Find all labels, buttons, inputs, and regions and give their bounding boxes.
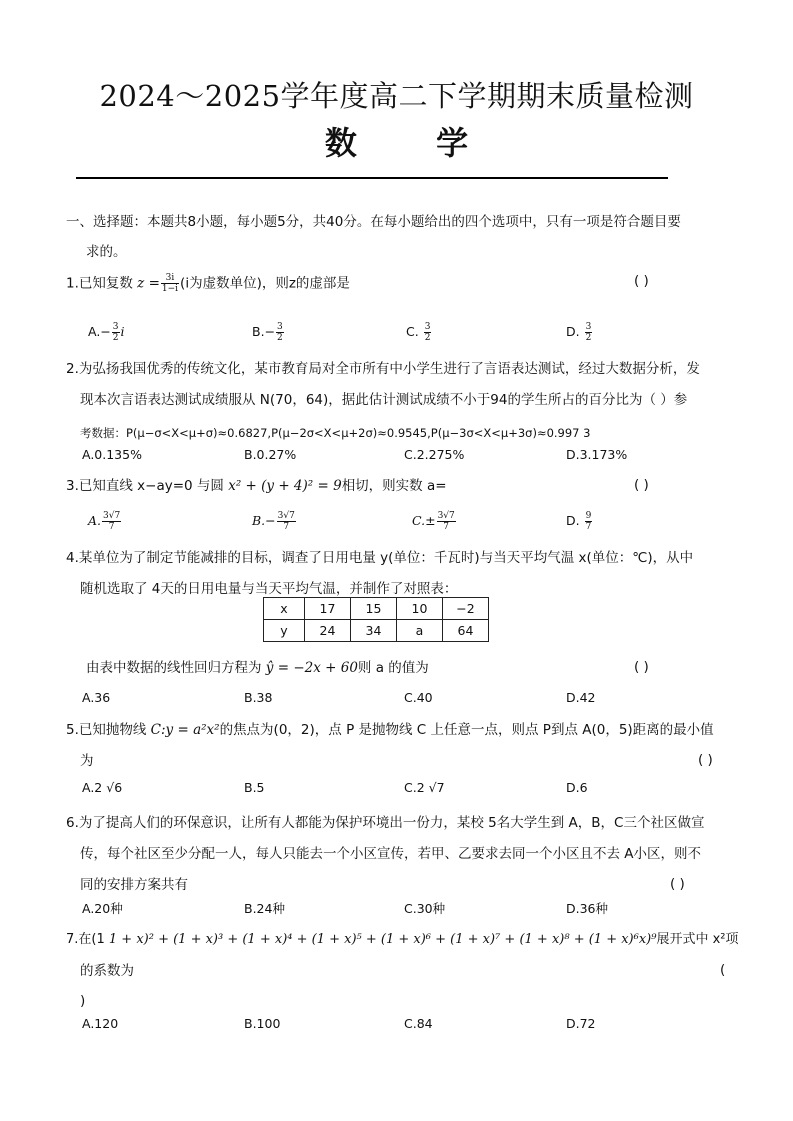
q3-option-a-den: 7 (108, 522, 115, 532)
question-6-line2: 传，每个社区至少分配一人，每人只能去一个小区宣传，若甲、乙要求去同一个小区且不去 A小区，则不 (80, 846, 702, 862)
table-cell: 34 (351, 620, 397, 642)
q6-option-a[interactable]: A.20种 (82, 901, 123, 916)
table-cell: 24 (305, 620, 351, 642)
q3-option-b-num: 3√7 (277, 511, 295, 521)
q3-option-a[interactable] (88, 511, 122, 532)
q3-option-b-frac (277, 511, 296, 532)
question-2-line2: 现本次言语表达测试成绩服从 N(70，64)，据此估计测试成绩不小于94的学生所占的百分比为（ ）参 (80, 392, 688, 408)
q3-option-d-den: 7 (585, 522, 592, 532)
q1-option-d-label: D. (566, 324, 580, 339)
q1-option-b-sign: − (264, 324, 276, 339)
table-cell: 10 (397, 598, 443, 620)
q1-option-b[interactable] (252, 322, 285, 343)
q7-option-a[interactable]: A.120 (82, 1016, 119, 1031)
q1-option-a-den: 2 (112, 333, 119, 343)
question-7-line2: 的系数为 (80, 963, 134, 979)
question-5-line1 (66, 721, 714, 739)
q4-line3-prefix: 由表中数据的线性回归方程为 (86, 660, 266, 676)
q5-prefix: 5.已知抛物线 (66, 722, 151, 738)
q7-option-b[interactable]: B.100 (244, 1016, 281, 1031)
q1-option-c-frac (424, 322, 432, 343)
q3-option-c-sign: ± (425, 513, 436, 528)
table-cell: 15 (351, 598, 397, 620)
question-3-stem (66, 477, 447, 495)
q3-option-c-num: 3√7 (437, 511, 455, 521)
q1-option-a-label: A. (88, 324, 101, 339)
q5-option-a[interactable]: A.2 √6 (82, 780, 123, 795)
q1-option-c-num: 3 (424, 322, 431, 332)
q4-option-c[interactable]: C.40 (404, 690, 433, 705)
q3-option-a-frac (102, 511, 121, 532)
q3-option-a-num: 3√7 (103, 511, 121, 521)
q1-option-a[interactable] (88, 322, 125, 343)
q4-option-d[interactable]: D.42 (566, 690, 596, 705)
q4-option-b[interactable]: B.38 (244, 690, 273, 705)
q3-option-c-den: 7 (443, 522, 450, 532)
q1-option-a-tail: i (120, 324, 125, 339)
q3-expr: x² + (y + 4)² = 9 (228, 478, 342, 494)
q3-option-d-label: D. (566, 513, 580, 528)
question-4-line2: 随机选取了 4天的日用电量与当天平均气温，并制作了对照表： (80, 581, 458, 597)
q1-option-d[interactable] (566, 322, 593, 343)
table-cell: −2 (443, 598, 489, 620)
q7-paren-close: ) (80, 993, 86, 1009)
question-2-line1: 2.为弘扬我国优秀的传统文化，某市教育局对全市所有中小学生进行了言语表达测试，经过大数据分析，发 (66, 361, 700, 377)
q2-option-a[interactable]: A.0.135% (82, 447, 142, 462)
q3-option-d-frac (585, 511, 593, 532)
q1-option-d-den: 2 (585, 333, 592, 343)
q2-option-c[interactable]: C.2.275% (404, 447, 465, 462)
question-1-stem (66, 273, 350, 294)
q3-option-b-den: 7 (283, 522, 290, 532)
question-2-line3: 考数据：P(μ−σ<X<μ+σ)≈0.6827,P(μ−2σ<X<μ+2σ)≈0.9545,P(μ−3σ<X<μ+3σ)≈0.997 3 (80, 426, 591, 440)
q5-suffix: 的焦点为(0，2)，点 P 是抛物线 C 上任意一点，则点 P到点 A(0，5)距离的最小值 (219, 722, 714, 738)
q3-option-b[interactable] (252, 511, 297, 532)
question-4-line3 (86, 659, 429, 677)
q4-answer-paren: ( ) (634, 659, 649, 675)
table-cell: 17 (305, 598, 351, 620)
question-7-line1 (66, 931, 739, 949)
q1-prefix: 1.已知复数 (66, 275, 138, 292)
q1-option-b-label: B. (252, 324, 265, 339)
q4-option-a[interactable]: A.36 (82, 690, 111, 705)
table-cell: x (264, 598, 305, 620)
q1-frac-num: 3i (161, 273, 179, 284)
q1-fraction (161, 273, 179, 294)
q1-option-d-num: 3 (585, 322, 592, 332)
q3-suffix: 相切，则实数 a= (341, 478, 447, 494)
data-table (263, 597, 489, 642)
q3-option-d[interactable] (566, 511, 593, 532)
q7-option-d[interactable]: D.72 (566, 1016, 596, 1031)
q1-answer-paren: ( ) (634, 273, 649, 289)
q1-option-a-frac (112, 322, 120, 343)
q7-paren-open: ( (720, 962, 726, 978)
q1-option-c-label: C. (406, 324, 419, 339)
q4-regression-expr: ŷ = −2x + 60 (265, 660, 358, 676)
q5-expr: C:y = a²x² (150, 722, 220, 738)
q1-option-a-num: 3 (112, 322, 119, 332)
q1-option-d-frac (585, 322, 593, 343)
q3-option-a-label: A. (88, 513, 102, 528)
q3-answer-paren: ( ) (634, 477, 649, 493)
q7-suffix: 展开式中 x²项 (656, 932, 739, 947)
q3-option-c-label: C. (412, 513, 426, 528)
q3-option-c[interactable] (412, 511, 457, 532)
table-row-x (264, 598, 489, 620)
q1-expr-lhs: z = (137, 275, 160, 292)
q3-prefix: 3.已知直线 x−ay=0 与圆 (66, 478, 229, 494)
q6-option-d[interactable]: D.36种 (566, 901, 609, 916)
q1-frac-den: 1−i (161, 284, 179, 294)
q1-option-b-frac (276, 322, 284, 343)
q6-answer-paren: ( ) (670, 876, 685, 892)
q6-option-b[interactable]: B.24种 (244, 901, 285, 916)
q1-option-b-den: 2 (277, 333, 283, 343)
q3-option-d-num: 9 (585, 511, 592, 521)
q5-option-c[interactable]: C.2 √7 (404, 780, 445, 795)
table-cell: y (264, 620, 305, 642)
question-6-line3: 同的安排方案共有 (80, 877, 188, 893)
q2-option-b[interactable]: B.0.27% (244, 447, 297, 462)
q7-option-c[interactable]: C.84 (404, 1016, 433, 1031)
q2-option-d[interactable]: D.3.173% (566, 447, 628, 462)
q1-suffix: (i为虚数单位)，则z的虚部是 (180, 275, 350, 292)
q3-option-b-sign: − (265, 513, 276, 528)
table-cell: a (397, 620, 443, 642)
exam-title: 2024～2025学年度高二下学期期末质量检测 (99, 79, 694, 113)
table-row-y (264, 620, 489, 642)
q5-answer-paren: ( ) (698, 752, 713, 768)
q1-option-b-num: 3 (277, 322, 283, 332)
table-cell: 64 (443, 620, 489, 642)
q1-option-c-den: 2 (424, 333, 431, 343)
q6-option-c[interactable]: C.30种 (404, 901, 446, 916)
q5-option-b[interactable]: B.5 (244, 780, 265, 795)
question-4-line1: 4.某单位为了制定节能减排的目标，调查了日用电量 y(单位：千瓦时)与当天平均气温 x(单位：℃)，从中 (66, 550, 694, 566)
q5-option-d[interactable]: D.6 (566, 780, 588, 795)
question-5-line2: 为 (80, 753, 94, 769)
q1-option-a-sign: − (100, 324, 111, 339)
subject-title: 数 学 (324, 124, 503, 162)
q7-expr: 1 + x)² + (1 + x)³ + (1 + x)⁴ + (1 + x)⁵ + (1 + x)⁶ + (1 + x)⁷ + (1 + x)⁸ + (1 + x)⁶x)⁹ (108, 932, 657, 947)
q3-option-c-frac (437, 511, 456, 532)
question-6-line1: 6.为了提高人们的环保意识，让所有人都能为保护环境出一份力，某校 5名大学生到 A，B，C三个社区做宣 (66, 815, 705, 831)
q7-prefix: 7.在(1 (66, 932, 109, 947)
q1-option-c[interactable] (406, 322, 432, 343)
section-instructions-line1: 一、选择题：本题共8小题，每小题5分，共40分。在每小题给出的四个选项中，只有一项是符合题目要 (66, 214, 681, 230)
section-instructions-line2: 求的。 (86, 244, 127, 260)
q4-line3-suffix: 则 a 的值为 (357, 660, 429, 676)
q3-option-b-label: B. (252, 513, 266, 528)
header-divider (76, 177, 668, 179)
